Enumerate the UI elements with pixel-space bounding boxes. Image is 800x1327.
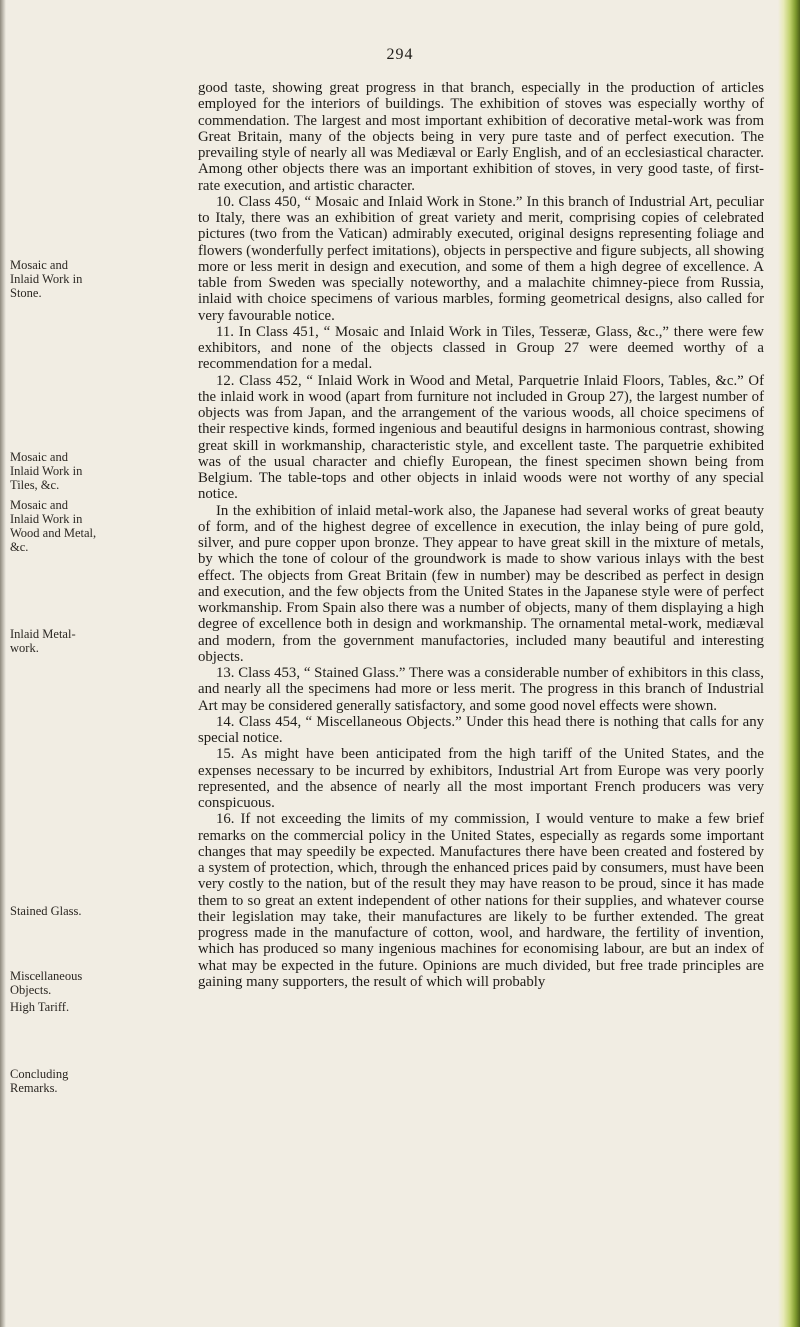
margin-note-inlaid-metal: Inlaid Metal-work. xyxy=(10,627,76,655)
margin-note-stained-glass: Stained Glass. xyxy=(10,904,82,918)
paragraph-concluding: 16. If not exceeding the limits of my commission, I would venture to make a few brief remarks on the commercial policy in the United States, especially as regards some important changes that may speedily be expected. Manufactures there have been created and fostered by a system of protection, which, through the enhanced prices paid by consumers, must have been very costly to the nation, but of the result they may have reason to be proud, since it has made them to so great an extent independent of other nations for their supplies, and whatever course their legislation may take, their manufactures are likely to be further extended. The great progress made in the manufacture of cotton, wool, and hardware, the fertility of invention, which has produced so many ingenious machines for economising labour, are but an index of what may be expected in the future. Opinions are much divided, but free trade principles are gaining many supporters, the result of which will probably xyxy=(198,811,764,990)
paragraph-mosaic-stone: 10. Class 450, “ Mosaic and Inlaid Work in Stone.” In this branch of Industrial Art, peculiar to Italy, there was an exhibition of great variety and merit, comprising copies of celebrated pictures (two from the Vatican) admirably executed, original designs representing foliage and flowers (wonderfully perfect imitations), objects in perspective and figure subjects, all showing more or less merit in design and execution, and some of them a high degree of excellence. A table from Sweden was specially noteworthy, and a malachite chimney-piece from Russia, inlaid with choice specimens of various marbles, forming geometrical designs, also called for very favourable notice. xyxy=(198,193,764,324)
margin-note-high-tariff: High Tariff. xyxy=(10,1000,70,1014)
paragraph-inlaid-metal: In the exhibition of inlaid metal-work also, the Japanese had several works of great beauty of form, and of the highest degree of excellence in execution, the inlay being of pure gold, silver, and pure copper upon bronze. They appear to have great skill in the mixture of metals, by which the tone of colour of the groundwork is made to show various inlays with the best effect. The objects from Great Britain (few in number) may be described as perfect in design and execution, and the few objects from the United States in the Japanese style were of perfect workmanship. From Spain also there was a number of objects, many of them displaying a high degree of excellence both in design and workmanship. The ornamental metal-work, mediæval and modern, from the government manufactories, included many beautiful and interesting objects. xyxy=(198,502,764,665)
paragraph-stained-glass: 13. Class 453, “ Stained Glass.” There was a considerable number of exhibitors in this class, and nearly all the specimens had more or less merit. The progress in this branch of Industrial Art may be considered generally satisfactory, and some good novel effects were shown. xyxy=(198,665,764,714)
margin-note-concluding: Concluding Remarks. xyxy=(10,1067,69,1095)
page-left-shadow xyxy=(0,0,6,1327)
margin-note-mosaic-stone: Mosaic and Inlaid Work in Stone. xyxy=(10,258,83,300)
paragraph-mosaic-tiles: 11. In Class 451, “ Mosaic and Inlaid Work in Tiles, Tesseræ, Glass, &c.,” there were few exhibitors, and none of the objects classed in Group 27 were deemed worthy of a recommendation for a medal. xyxy=(198,323,764,373)
margin-note-mosaic-wood: Mosaic and Inlaid Work in Wood and Metal, &c. xyxy=(10,498,97,554)
paragraph-miscellaneous: 14. Class 454, “ Miscellaneous Objects.” Under this head there is nothing that calls for any special notice. xyxy=(198,713,764,746)
page-number: 294 xyxy=(386,46,414,63)
margin-note-mosaic-tiles: Mosaic and Inlaid Work in Tiles, &c. xyxy=(10,450,83,492)
paragraph-high-tariff: 15. As might have been anticipated from the high tariff of the United States, and the expenses necessary to be incurred by exhibitors, Industrial Art from Europe was very poorly represented, and the absence of nearly all the most important French producers was very conspicuous. xyxy=(198,746,764,811)
page-right-edge xyxy=(778,0,800,1327)
paragraph-continuation: good taste, showing great progress in that branch, especially in the production of articles employed for the interiors of buildings. The exhibition of stoves was especially worthy of commendation. The largest and most important exhibition of decorative metal-work was from Great Britain, many of the objects being in very pure taste and of perfect execution. The prevailing style of nearly all was Mediæval or Early English, and of an ecclesiastical character. Among other objects there was an important exhibition of stoves, in very good taste, of first-rate execution, and artistic character. xyxy=(198,80,764,194)
body-text xyxy=(198,80,764,990)
paragraph-inlaid-wood: 12. Class 452, “ Inlaid Work in Wood and Metal, Parquetrie Inlaid Floors, Tables, &c.” Of the inlaid work in wood (apart from furniture not included in Group 27), the largest number of objects was from Japan, and the arrangement of the various woods, all choice specimens of their respective kinds, formed ingenious and beautiful designs in harmonious contrast, showing great skill in workmanship, characteristic style, and excellent taste. The parquetrie exhibited was of the usual character and chiefly European, the finest specimen shown being from Belgium. The table-tops and other objects in inlaid woods were not worthy of any special notice. xyxy=(198,372,764,503)
margin-note-miscellaneous: Miscellaneous Objects. xyxy=(10,969,83,997)
